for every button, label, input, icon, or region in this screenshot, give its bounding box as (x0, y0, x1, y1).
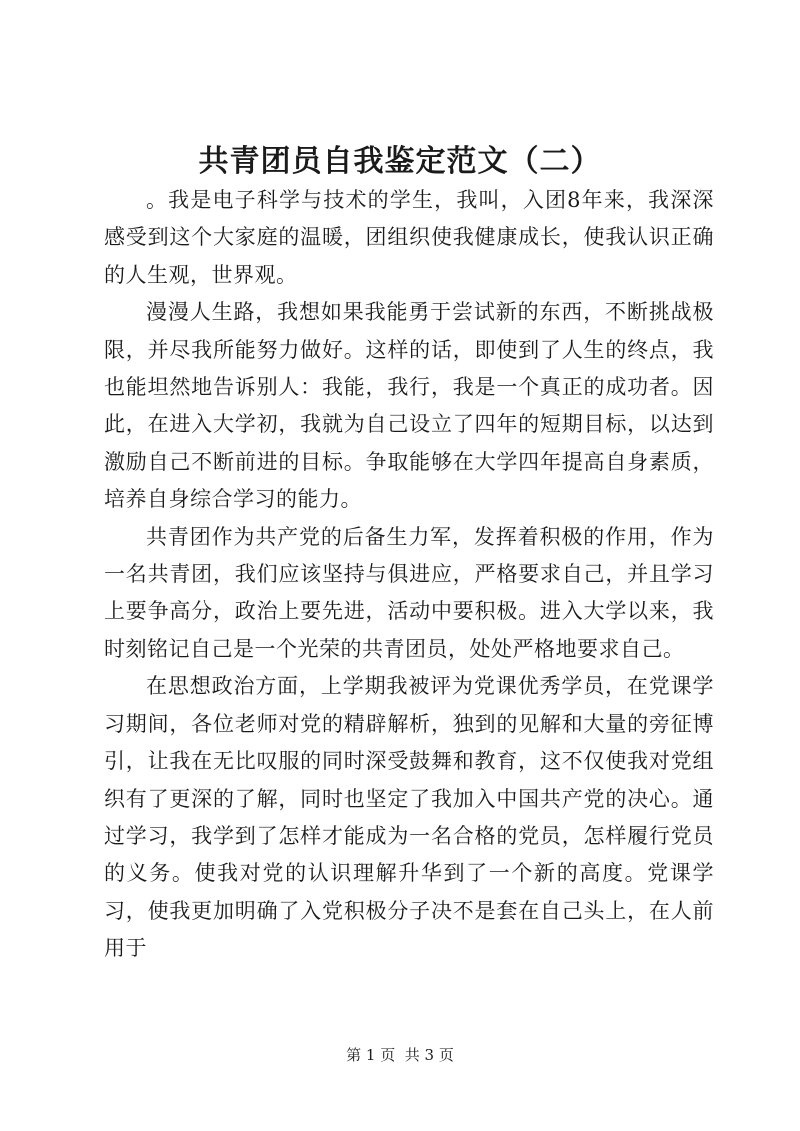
page-number-label: 第 1 页 共 3 页 (346, 1046, 454, 1064)
paragraph-2: 漫漫人生路，我想如果我能勇于尝试新的东西，不断挑战极限，并尽我所能努力做好。这样的话，即使到了人生的终点，我也能坦然地告诉别人：我能，我行，我是一个真正的成功者。因此，在进入大学初，我就为自己设立了四年的短期目标，以达到激励自己不断前进的目标。争取能够在大学四年提高自身素质，培养自身综合学习的能力。 (104, 300, 714, 512)
paragraph-3: 共青团作为共产党的后备生力军，发挥着积极的作用，作为一名共青团，我们应该坚持与俱进应，严格要求自己，并且学习上要争高分，政治上要先进，活动中要积极。进入大学以来，我时刻铭记自己是一个光荣的共青团员，处处严格地要求自己。 (104, 524, 714, 661)
document-title: 共青团员自我鉴定范文（二） (198, 144, 602, 179)
document-body (104, 182, 714, 968)
paragraph-4: 在思想政治方面，上学期我被评为党课优秀学员，在党课学习期间，各位老师对党的精辟解析，独到的见解和大量的旁征博引，让我在无比叹服的同时深受鼓舞和教育，这不仅使我对党组织有了更深的了解，同时也坚定了我加入中国共产党的决心。通过学习，我学到了怎样才能成为一名合格的党员，怎样履行党员的义务。使我对党的认识理解升华到了一个新的高度。党课学习，使我更加明确了入党积极分子决不是套在自己头上，在人前用于 (104, 674, 714, 961)
paragraph-1: 。我是电子科学与技术的学生，我叫，入团8年来，我深深感受到这个大家庭的温暖，团组织使我健康成长，使我认识正确的人生观，世界观。 (104, 188, 714, 287)
page-footer (0, 1045, 800, 1065)
